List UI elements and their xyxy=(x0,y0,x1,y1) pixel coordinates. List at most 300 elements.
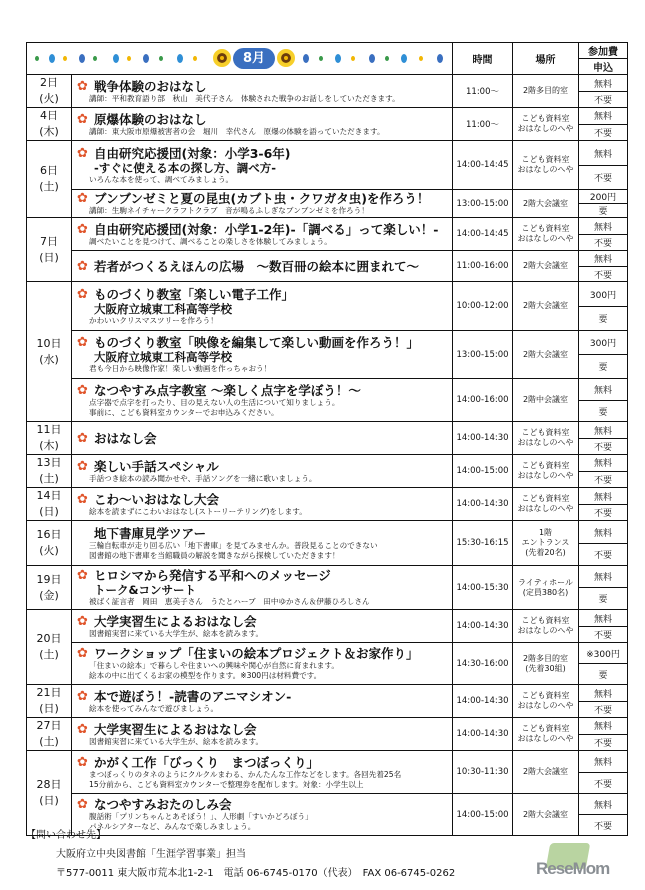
place-line: 2階大会議室 xyxy=(522,349,569,359)
event-description: 手話つき絵本の読み聞かせや、手話ソングを一緒に歌いましょう。 xyxy=(89,473,317,483)
event-time: 14:00-15:00 xyxy=(453,794,513,836)
event-title-text: 大学実習生によるおはなし会 xyxy=(94,721,257,737)
event-date: 20日 xyxy=(36,632,62,645)
event-fee: 無料 xyxy=(579,566,628,588)
event-date: 21日 xyxy=(36,686,62,699)
event-fee: 無料 xyxy=(579,379,628,401)
flower-icon: ✿ xyxy=(77,111,88,127)
event-apply: 不要 xyxy=(579,471,628,488)
event-schedule xyxy=(26,42,627,836)
event-title xyxy=(77,568,448,583)
decorative-dot xyxy=(437,54,443,63)
table-row xyxy=(27,751,628,773)
date-cell xyxy=(27,282,72,422)
event-subtitle: 大阪府立城東工科高等学校 xyxy=(94,350,232,364)
event-cell xyxy=(72,488,453,521)
date-cell xyxy=(27,488,72,521)
flower-icon: ✿ xyxy=(77,688,88,704)
place-line: こども資料室 xyxy=(521,724,570,733)
event-apply: 不要 xyxy=(579,505,628,521)
event-title xyxy=(77,646,448,661)
table-row xyxy=(27,521,628,544)
decorative-dot xyxy=(79,54,85,63)
event-title xyxy=(77,755,448,770)
contact-address: 〒577-0011 東大阪市荒本北1-2-1 電話 06-6745-0170（代表） FAX 06-6745-0262 xyxy=(56,868,456,879)
date-cell xyxy=(27,108,72,141)
event-title-text: 楽しい手話スペシャル xyxy=(94,458,219,474)
event-description: 図書館の地下書庫を当館職員の解説を聞きながら探検していただきます！ xyxy=(89,550,340,560)
event-title xyxy=(77,526,448,541)
place-line: 2階大会議室 xyxy=(522,261,569,270)
place-line: おはなしのへや xyxy=(517,438,574,447)
event-title-text: 自由研究応援団(対象：小学3-6年) xyxy=(94,145,291,161)
event-apply: 不要 xyxy=(579,734,628,751)
event-description: 「住まいの絵本」で暮らしや住まいへの興味や関心が自然に育まれます。 xyxy=(89,661,339,670)
event-description: かわいいクリスマスツリーを作ろう！ xyxy=(89,315,218,325)
flower-icon: ✿ xyxy=(77,430,88,446)
place-line: 2階大会議室 xyxy=(522,767,569,776)
event-apply: 不要 xyxy=(579,92,628,108)
decorative-dot xyxy=(143,54,149,63)
table-row xyxy=(27,643,628,664)
event-title-text: ブンブンゼミと夏の昆虫(カブト虫・クワガタ虫)を作ろう！ xyxy=(94,191,430,206)
event-title xyxy=(77,222,448,237)
decorative-dot xyxy=(127,56,131,61)
event-cell xyxy=(72,75,453,108)
flower-icon: ✿ xyxy=(77,568,88,583)
event-description: 絵本を読まずにこわいおはなし(ストーリーテリング)をします。 xyxy=(89,506,307,516)
table-row xyxy=(27,331,628,355)
decorative-dot xyxy=(335,54,341,63)
event-title-text: ヒロシマから発信する平和へのメッセージ xyxy=(94,568,331,583)
event-time: 14:00-16:00 xyxy=(453,379,513,422)
place-line: おはなしのへや xyxy=(517,626,574,635)
event-weekday: (火) xyxy=(39,544,59,557)
event-description: 講師：東大阪市原爆被害者の会 堀川 幸代さん 原爆の体験を語っていただきます。 xyxy=(89,126,385,136)
decorative-dot xyxy=(385,56,389,61)
event-title-text: 原爆体験のおはなし xyxy=(94,111,207,127)
place-line: こども資料室 xyxy=(521,428,570,437)
decorative-dot xyxy=(351,56,355,61)
date-cell xyxy=(27,422,72,455)
sunflower-icon xyxy=(277,49,295,67)
event-title-text: 本で遊ぼう！-読書のアニマシオン- xyxy=(94,688,292,704)
table-row xyxy=(27,218,628,235)
event-place xyxy=(513,218,579,251)
event-weekday: (日) xyxy=(39,250,59,264)
flower-icon: ✿ xyxy=(77,258,88,274)
event-place xyxy=(513,282,579,331)
event-fee: ※300円 xyxy=(579,643,628,664)
place-line: 2階多目的室 xyxy=(522,653,569,663)
event-description: いろんな本を使って、調べてみましょう。 xyxy=(89,174,234,184)
decorative-dot xyxy=(35,56,39,61)
event-apply: 要 xyxy=(579,355,628,379)
event-date: 28日 xyxy=(36,778,62,791)
place-line: おはなしのへや xyxy=(517,124,574,133)
contact-info xyxy=(26,826,455,883)
event-fee: 無料 xyxy=(579,718,628,735)
flower-icon: ✿ xyxy=(77,191,88,206)
event-apply: 不要 xyxy=(579,267,628,282)
event-title xyxy=(77,79,448,94)
decorative-dot xyxy=(193,56,197,61)
event-place xyxy=(513,251,579,282)
date-cell xyxy=(27,751,72,836)
resemom-logo xyxy=(536,843,636,885)
event-fee: 無料 xyxy=(579,794,628,815)
flower-icon: ✿ xyxy=(77,335,88,350)
event-title-text: こわ～いおはなし大会 xyxy=(94,491,220,507)
event-title-text: おはなし会 xyxy=(94,430,157,446)
event-apply: 不要 xyxy=(579,627,628,643)
decorative-dot xyxy=(369,54,375,63)
event-weekday: (日) xyxy=(39,794,59,807)
place-line: 2階大会議室 xyxy=(522,809,569,819)
place-line: こども資料室 xyxy=(521,155,570,164)
event-time: 14:00-15:30 xyxy=(453,566,513,610)
event-place xyxy=(513,455,579,488)
event-time: 11:00-16:00 xyxy=(453,251,513,282)
event-place xyxy=(513,190,579,218)
event-place xyxy=(513,794,579,836)
event-weekday: (日) xyxy=(39,505,59,518)
place-line: こども資料室 xyxy=(521,691,570,700)
decorative-dot xyxy=(177,54,183,63)
event-fee: 200円 xyxy=(579,190,628,204)
event-title xyxy=(77,431,448,446)
event-title-text: なつやすみ点字教室 ～楽しく点字を学ぼう！～ xyxy=(94,382,361,398)
event-time: 15:30-16:15 xyxy=(453,521,513,566)
event-date: 11日 xyxy=(36,423,62,436)
flower-icon: ✿ xyxy=(77,797,88,812)
contact-org: 大阪府立中央図書館「生涯学習事業」担当 xyxy=(56,849,246,860)
event-place xyxy=(513,141,579,190)
event-cell xyxy=(72,718,453,751)
table-row xyxy=(27,108,628,125)
event-place xyxy=(513,643,579,685)
flower-icon: ✿ xyxy=(77,491,88,507)
event-fee: 300円 xyxy=(579,331,628,355)
date-cell xyxy=(27,521,72,566)
place-line: おはなしのへや xyxy=(517,734,574,743)
event-title xyxy=(77,689,448,704)
event-place xyxy=(513,488,579,521)
event-fee: 無料 xyxy=(579,521,628,544)
event-place xyxy=(513,521,579,566)
event-time: 10:30-11:30 xyxy=(453,751,513,794)
date-cell xyxy=(27,141,72,218)
event-date: 19日 xyxy=(36,572,62,586)
event-apply: 要 xyxy=(579,401,628,422)
event-description: 絵本の中に出てくるお家の模型を作ります。※300円は材料費です。 xyxy=(89,671,322,680)
event-place xyxy=(513,108,579,141)
table-row xyxy=(27,610,628,627)
event-title xyxy=(77,459,448,474)
event-apply: 要 xyxy=(579,664,628,685)
event-fee: 無料 xyxy=(579,488,628,505)
event-title-text: 自由研究応援団(対象：小学1-2年)-「調べる」って楽しい！- xyxy=(94,221,439,237)
event-apply: 不要 xyxy=(579,773,628,794)
month-banner xyxy=(27,43,453,75)
event-description: 講師：生駒ネイチャークラフトクラブ 音が鳴るふしぎなブンブンゼミを作ろう！ xyxy=(89,206,369,215)
place-line: こども資料室 xyxy=(521,494,570,503)
event-apply: 不要 xyxy=(579,815,628,836)
event-place xyxy=(513,718,579,751)
event-cell xyxy=(72,751,453,794)
event-subtitle: -すぐに使える本の探し方、調べ方- xyxy=(94,160,277,175)
event-place xyxy=(513,566,579,610)
place-line: おはなしのへや xyxy=(517,165,574,174)
place-line: エントランス xyxy=(521,538,570,547)
event-title xyxy=(77,722,448,737)
event-title xyxy=(77,112,448,127)
event-weekday: (日) xyxy=(39,702,59,715)
event-date: 13日 xyxy=(36,456,62,469)
date-cell xyxy=(27,75,72,108)
event-place xyxy=(513,379,579,422)
event-weekday: (土) xyxy=(39,472,59,485)
decorative-dot xyxy=(113,54,119,63)
event-title-text: かがく工作「びっくり まつぼっくり」 xyxy=(94,754,320,770)
event-fee: 無料 xyxy=(579,75,628,92)
event-fee: 無料 xyxy=(579,422,628,439)
event-title-text: 若者がつくるえほんの広場 ～数百冊の絵本に囲まれて～ xyxy=(94,258,420,274)
place-line: (先着20名) xyxy=(525,548,566,557)
table-row xyxy=(27,794,628,815)
event-title-text: なつやすみおたのしみ会 xyxy=(94,797,232,812)
date-cell xyxy=(27,610,72,685)
event-time: 14:30-16:00 xyxy=(453,643,513,685)
event-apply: 不要 xyxy=(579,439,628,455)
decorative-dot xyxy=(319,56,323,61)
event-weekday: (木) xyxy=(39,439,59,452)
event-date: 10日 xyxy=(36,336,62,350)
event-description: 三輪自転車が走り回る広い「地下書庫」を見てみませんか。普段見ることのできない xyxy=(89,540,378,550)
place-line: こども資料室 xyxy=(521,616,570,625)
event-title xyxy=(77,191,448,206)
event-cell xyxy=(72,685,453,718)
flower-icon: ✿ xyxy=(77,458,88,474)
event-cell xyxy=(72,566,453,610)
event-cell xyxy=(72,455,453,488)
event-time: 11:00～ xyxy=(453,108,513,141)
event-place xyxy=(513,331,579,379)
event-weekday: (金) xyxy=(39,588,59,602)
event-weekday: (土) xyxy=(39,180,59,193)
event-description: 腹話術「プリンちゃんとあそぼう！」、人形劇「すいかどろぼう」 xyxy=(89,812,313,821)
event-title xyxy=(77,614,448,629)
month-badge: 8月 xyxy=(233,48,275,69)
event-apply: 不要 xyxy=(579,544,628,566)
flower-icon: ✿ xyxy=(77,646,88,661)
event-title xyxy=(77,492,448,507)
place-line: こども資料室 xyxy=(521,224,570,233)
decorative-dot xyxy=(401,54,407,63)
event-place xyxy=(513,751,579,794)
event-weekday: (水) xyxy=(39,352,59,366)
contact-heading: 【問い合わせ先】 xyxy=(26,830,106,841)
event-cell xyxy=(72,610,453,643)
event-time: 14:00-14:45 xyxy=(453,141,513,190)
event-cell xyxy=(72,190,453,218)
decorative-dot xyxy=(93,56,97,61)
flower-icon: ✿ xyxy=(77,613,88,629)
table-row xyxy=(27,75,628,92)
event-weekday: (土) xyxy=(39,648,59,661)
date-cell xyxy=(27,685,72,718)
flower-icon: ✿ xyxy=(77,78,88,94)
place-line: 2階大会議室 xyxy=(522,198,569,208)
event-title xyxy=(77,287,448,302)
event-description: 事前に、こども資料室カウンターでお申込みください。 xyxy=(89,407,279,417)
event-fee: 無料 xyxy=(579,751,628,773)
event-title-text: 戦争体験のおはなし xyxy=(94,78,207,94)
event-subtitle: トーク&コンサート xyxy=(94,583,197,597)
event-apply: 要 xyxy=(579,204,628,218)
flower-icon: ✿ xyxy=(77,145,88,161)
event-description: 調べたいことを見つけて、調べることの楽しさを体験してみましょう。 xyxy=(89,236,332,246)
flower-icon: ✿ xyxy=(77,286,88,302)
place-line: 2階大会議室 xyxy=(522,301,569,310)
event-description: 図書館実習に来ている大学生が、絵本を読みます。 xyxy=(89,628,264,638)
event-date: 4日 xyxy=(40,109,58,122)
event-description: 点字器で点字を打ったり、目の見えない人の生活について知りましょう。 xyxy=(89,397,340,407)
table-row xyxy=(27,718,628,735)
event-apply: 不要 xyxy=(579,235,628,251)
event-fee: 無料 xyxy=(579,455,628,472)
event-title xyxy=(77,259,448,274)
flower-icon: ✿ xyxy=(77,721,88,737)
event-title xyxy=(77,335,448,350)
event-description: まつぼっくりのタネのようにクルクルまわる、かんたんな工作などをします。各回先着25名 xyxy=(89,769,402,779)
event-weekday: (土) xyxy=(39,735,59,748)
place-line: (先着30組) xyxy=(525,663,566,673)
place-line: (定員380名) xyxy=(522,587,569,597)
event-subtitle: 大阪府立城東工科高等学校 xyxy=(94,301,232,316)
table-row xyxy=(27,566,628,588)
event-fee: 無料 xyxy=(579,108,628,125)
sunflower-icon xyxy=(213,49,231,67)
table-row xyxy=(27,422,628,439)
event-time: 14:00-14:30 xyxy=(453,610,513,643)
event-place xyxy=(513,422,579,455)
event-description: 被ばく証言者 岡田 恵美子さん うたとハーブ 田中ゆかさん＆伊藤ひろしさん xyxy=(89,597,370,606)
event-title-text: 地下書庫見学ツアー xyxy=(94,525,207,541)
event-apply: 不要 xyxy=(579,166,628,190)
event-time: 14:00-14:30 xyxy=(453,718,513,751)
event-cell xyxy=(72,331,453,379)
event-time: 11:00～ xyxy=(453,75,513,108)
event-time: 14:00-14:30 xyxy=(453,422,513,455)
event-time: 10:00-12:00 xyxy=(453,282,513,331)
event-date: 6日 xyxy=(40,164,58,177)
event-apply: 不要 xyxy=(579,702,628,718)
event-time: 14:00-15:00 xyxy=(453,455,513,488)
event-fee: 無料 xyxy=(579,218,628,235)
place-line: ライティホール xyxy=(518,577,573,587)
decorative-dot xyxy=(419,56,423,61)
event-cell xyxy=(72,251,453,282)
event-date: 16日 xyxy=(36,528,62,541)
flower-icon: ✿ xyxy=(77,382,88,398)
event-fee: 300円 xyxy=(579,282,628,307)
event-cell xyxy=(72,643,453,685)
table-row xyxy=(27,379,628,401)
place-line: 1階 xyxy=(538,528,553,537)
apply-header: 申込 xyxy=(579,59,628,75)
logo-text: ReseMom xyxy=(536,859,610,878)
event-description: 15分前から、こども資料室カウンターで整理券を配布します。対象：小学生以上 xyxy=(89,779,364,789)
event-time: 13:00-15:00 xyxy=(453,190,513,218)
event-title-text: 大学実習生によるおはなし会 xyxy=(94,613,257,629)
place-line: 2階多目的室 xyxy=(522,86,569,95)
event-title xyxy=(77,146,448,161)
event-place xyxy=(513,75,579,108)
date-cell xyxy=(27,718,72,751)
event-fee: 無料 xyxy=(579,251,628,267)
event-cell xyxy=(72,521,453,566)
event-weekday: (木) xyxy=(39,125,59,138)
event-time: 14:00-14:30 xyxy=(453,488,513,521)
event-description: パネルシアターなど、みんなで楽しみましょう。 xyxy=(89,822,256,831)
event-fee: 無料 xyxy=(579,685,628,702)
event-fee: 無料 xyxy=(579,610,628,627)
table-row xyxy=(27,685,628,702)
event-date: 27日 xyxy=(36,719,62,732)
schedule-table xyxy=(26,42,628,836)
fee-header: 参加費 xyxy=(579,43,628,59)
place-line: おはなしのへや xyxy=(517,234,574,243)
decorative-dot xyxy=(49,54,55,63)
time-header: 時間 xyxy=(453,43,513,75)
event-time: 14:00-14:30 xyxy=(453,685,513,718)
flower-icon: ✿ xyxy=(77,754,88,770)
place-line: おはなしのへや xyxy=(517,701,574,710)
date-cell xyxy=(27,218,72,282)
place-line: こども資料室 xyxy=(521,461,570,470)
event-cell xyxy=(72,141,453,190)
table-row xyxy=(27,455,628,472)
event-apply: 要 xyxy=(579,588,628,610)
table-row xyxy=(27,251,628,267)
date-cell xyxy=(27,455,72,488)
event-apply: 不要 xyxy=(579,124,628,141)
date-cell xyxy=(27,566,72,610)
event-weekday: (火) xyxy=(39,92,59,105)
event-date: 7日 xyxy=(40,234,58,248)
event-description: 絵本を使ってみんなで遊びましょう。 xyxy=(89,703,219,713)
event-description: 図書館実習に来ている大学生が、絵本を読みます。 xyxy=(89,736,264,746)
event-date: 2日 xyxy=(40,76,58,89)
table-row xyxy=(27,282,628,307)
event-cell xyxy=(72,422,453,455)
place-line: 2階中会議室 xyxy=(522,395,569,404)
event-title-text: ものづくり教室「楽しい電子工作」 xyxy=(94,286,295,302)
event-description: 講師：平和教育語り部 秋山 美代子さん 体験された戦争のお話しをしていただきます。 xyxy=(89,93,400,103)
event-title xyxy=(77,797,448,812)
decorative-dot xyxy=(159,56,163,61)
table-row xyxy=(27,488,628,505)
place-line: おはなしのへや xyxy=(517,471,574,480)
place-header: 場所 xyxy=(513,43,579,75)
event-fee: 無料 xyxy=(579,141,628,166)
event-time: 14:00-14:45 xyxy=(453,218,513,251)
place-line: おはなしのへや xyxy=(517,504,574,513)
table-row xyxy=(27,190,628,204)
event-place xyxy=(513,685,579,718)
event-title-text: ワークショップ「住まいの絵本プロジェクト＆お家作り」 xyxy=(94,646,419,661)
